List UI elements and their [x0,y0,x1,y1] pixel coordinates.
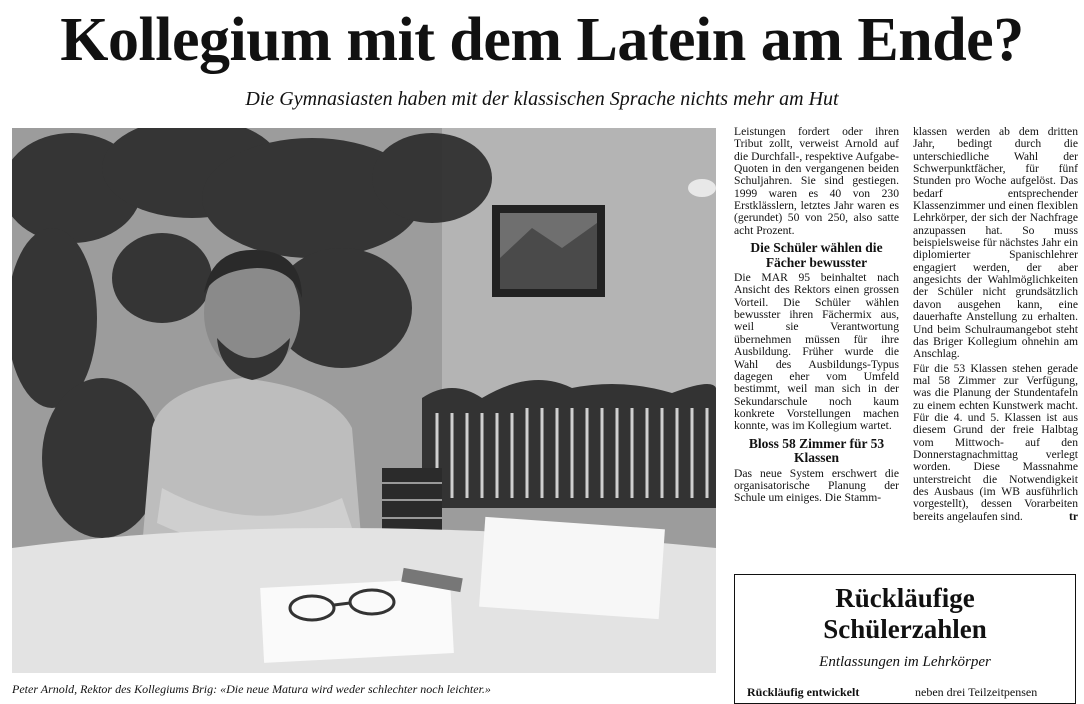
article-column-1 [734,126,899,507]
author-signature: tr [1068,509,1078,523]
paragraph [913,363,1078,523]
photo-caption: Peter Arnold, Rektor des Kollegiums Brig: «Die neue Matura wird weder schlechter noch leichter.» [12,682,491,696]
box-title-line-2: Schülerzahlen [823,614,987,644]
paragraph: Die MAR 95 beinhaltet nach Ansicht des Rektors einen grossen Vorteil. Die Schüler wählen bewusster ihren Fächermix aus, weil sie Verantwortung übernehmen müssen für ihre Ausbildung. Früher wurde die Wahl des Ausbildungs-Typus dagegen eher vom Umfeld bestimmt, weil man sich in der Sekundarschule noch kaum konkrete Vorstellungen machen konnte, was im Kollegium wartet. [734,271,899,433]
box-column-1: Rückläufig entwickelt [747,685,860,699]
box-subtitle: Entlassungen im Lehrkörper [819,654,991,670]
section-heading: Die Schüler wählen die Fächer bewusster [750,240,883,270]
paragraph: Leistungen fordert oder ihren Tribut zollt, verweist Arnold auf die Durchfall-, respektive Aufgabe-Quoten in den vergangenen beiden Schuljahren. Sie sind gestiegen. 1999 waren es 40 von 230 Erstklässlern, letztes Jahr waren es (gerundet) 50 von 250, also satte acht Prozent. [734,125,899,237]
box-title [735,583,1075,645]
paragraph: Das neue System erschwert die organisatorische Planung der Schule um einiges. Die Stamm- [734,466,899,505]
box-column-2: neben drei Teilzeitpensen [915,685,1038,699]
portrait-photo-icon [12,128,716,673]
article-column-2 [913,126,1078,525]
paragraph: klassen werden ab dem dritten Jahr, bedingt durch die unterschiedliche Wahl der Schwerpunktfächer, für fünf Stunden pro Woche aufgelöst. Das bedarf entsprechender Klassenzimmer und einen flexiblen Lehrkörper, der sich der Nachfrage anzupassen hat. So muss beispielsweise für nächstes Jahr ein diplomierter Spanischlehrer engagiert werden, der aber angesichts der Wahlmöglichkeiten der Schüler nicht grundsätzlich davon ausgehen kann, eine dauerhafte Anstellung zu erhalten. Und beim Schulraumangebot steht das Briger Kollegium ohnehin am Anschlag. [913,125,1078,361]
subheadline: Die Gymnasiasten haben mit der klassischen Sprache nichts mehr am Hut [245,88,839,110]
section-heading: Bloss 58 Zimmer für 53 Klassen [748,435,885,466]
paragraph-text: Für die 53 Klassen stehen gerade mal 58 Zimmer zur Verfügung, was die Planung der Stundentafeln zu einem echten Kunstwerk macht. Für die 4. und 5. Klassen ist aus diesem Grund der freie Halbtag vom Mittwoch- auf den Donnerstagnachmittag verlegt worden. Diese Massnahme unterstreicht die Notwendigkeit des Ausbaus (im WB ausführlich vorgestellt), dessen Vorarbeiten bereits angelaufen sind. [913,361,1078,523]
box-title-line-1: Rückläufige [835,583,975,613]
headline: Kollegium mit dem Latein am Ende? [60,6,1024,74]
sidebar-box [734,574,1076,704]
article-photo [12,128,716,673]
